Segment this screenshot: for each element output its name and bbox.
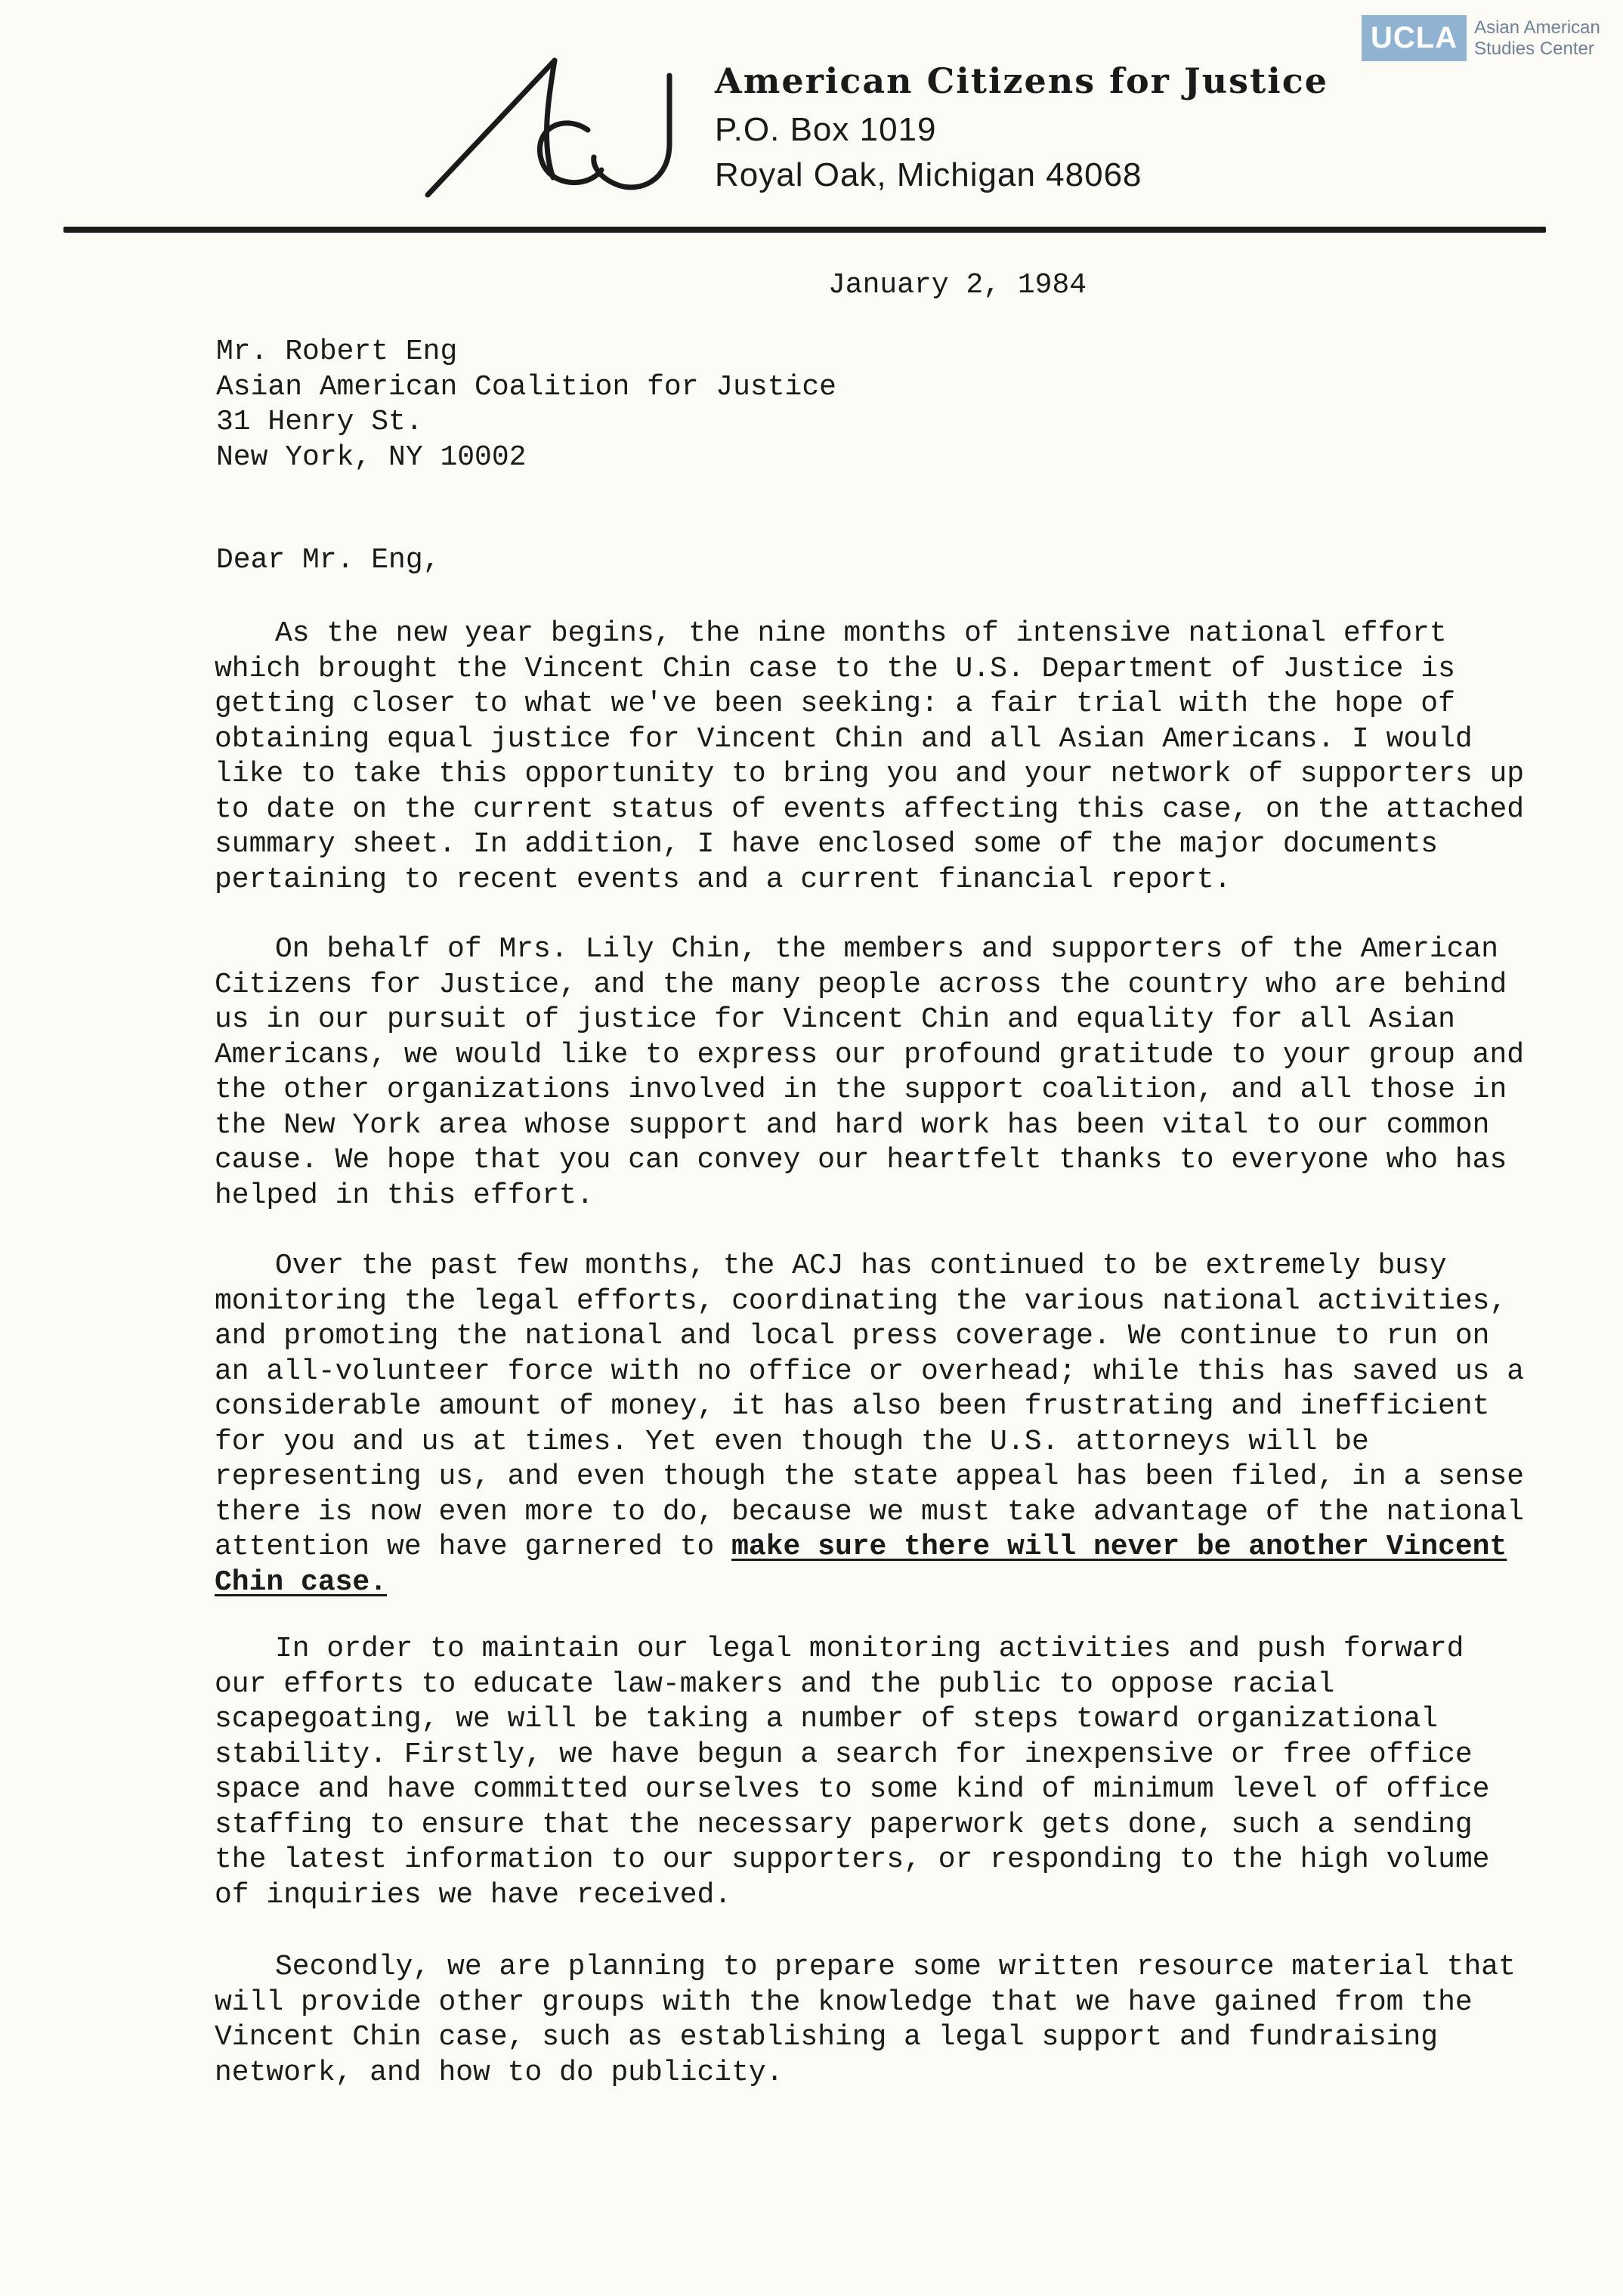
- paragraph-line: there is now even more to do, because we must take advantage of the national: [215, 1495, 1525, 1528]
- letterhead-divider: [63, 227, 1546, 233]
- acj-logo: [420, 45, 677, 204]
- letterhead: [715, 60, 1328, 198]
- paragraph-line: representing us, and even though the state appeal has been filed, in a sense: [215, 1460, 1525, 1493]
- archive-caption-line1: Asian American: [1474, 17, 1600, 38]
- paragraph-line: Over the past few months, the ACJ has continued to be extremely busy: [275, 1250, 1447, 1282]
- letter-date: January 2, 1984: [828, 269, 1087, 301]
- paragraph-line: like to take this opportunity to bring you and your network of supporters up: [215, 758, 1525, 790]
- paragraph-line: getting closer to what we've been seeking: a fair trial with the hope of: [215, 688, 1455, 720]
- paragraph-line: Vincent Chin case, such as establishing a legal support and fundraising: [215, 2021, 1439, 2053]
- paragraph-line: us in our pursuit of justice for Vincent Chin and equality for all Asian: [215, 1003, 1455, 1036]
- paragraph-line: cause. We hope that you can convey our heartfelt thanks to everyone who has: [215, 1144, 1507, 1176]
- paragraph-5: [215, 1950, 1516, 2091]
- paragraph-line: network, and how to do publicity.: [215, 2056, 784, 2089]
- paragraph-line: On behalf of Mrs. Lily Chin, the members and supporters of the American: [275, 933, 1499, 966]
- paragraph-line: considerable amount of money, it has also been frustrating and inefficient: [215, 1390, 1490, 1423]
- address-line-1: P.O. Box 1019: [715, 111, 937, 148]
- paragraph-line: will provide other groups with the knowledge that we have gained from the: [215, 1985, 1473, 2019]
- paragraph-line: of inquiries we have received.: [215, 1878, 732, 1911]
- emphasized-text: make sure there will never be another Vincent: [731, 1531, 1507, 1563]
- paragraph-line: helped in this effort.: [215, 1179, 594, 1212]
- recipient-line: Mr. Robert Eng: [216, 335, 458, 368]
- paragraph-line: to date on the current status of events affecting this case, on the attached: [215, 793, 1525, 826]
- paragraph-line: the latest information to our supporters, or responding to the high volume: [215, 1843, 1490, 1876]
- paragraph-4: [215, 1632, 1489, 1913]
- paragraph-line: which brought the Vincent Chin case to the U.S. Department of Justice is: [215, 652, 1455, 685]
- paragraph-text: attention we have garnered to: [215, 1531, 732, 1563]
- address-line-2: Royal Oak, Michigan 48068: [715, 156, 1142, 193]
- acj-logo-j-stroke: [594, 76, 669, 187]
- paragraph-line: summary sheet. In addition, I have enclosed some of the major documents: [215, 828, 1439, 861]
- paragraph-line: [215, 1565, 1524, 1601]
- paragraph-line: staffing to ensure that the necessary paperwork gets done, such a sending: [215, 1808, 1473, 1841]
- paragraph-line: scapegoating, we will be taking a number of steps toward organizational: [215, 1703, 1439, 1735]
- recipient-line: Asian American Coalition for Justice: [216, 370, 836, 403]
- paragraph-line: the New York area whose support and hard work has been vital to our common: [215, 1108, 1490, 1142]
- paragraph-line: for you and us at times. Yet even though the U.S. attorneys will be: [215, 1425, 1369, 1458]
- acj-logo-a-stem: [546, 60, 555, 178]
- archive-caption-line2: Studies Center: [1474, 38, 1594, 59]
- paragraph-1: [215, 616, 1524, 898]
- paragraph-line: In order to maintain our legal monitoring activities and push forward: [275, 1633, 1464, 1665]
- paragraph-line: pertaining to recent events and a current financial report.: [215, 863, 1232, 896]
- paragraph-line: space and have committed ourselves to some kind of minimum level of office: [215, 1773, 1490, 1806]
- ucla-logo: UCLA: [1362, 15, 1467, 61]
- emphasized-text: Chin case.: [215, 1565, 388, 1599]
- paragraph-line: As the new year begins, the nine months of intensive national effort: [275, 617, 1447, 650]
- recipient-line: New York, NY 10002: [216, 440, 527, 474]
- paragraph-line: an all-volunteer force with no office or overhead; while this has saved us a: [215, 1355, 1525, 1388]
- paragraph-3: [215, 1249, 1524, 1600]
- paragraph-2: [215, 932, 1524, 1213]
- paragraph-line: monitoring the legal efforts, coordinating the various national activities,: [215, 1284, 1507, 1318]
- archive-badge: [1362, 15, 1600, 61]
- paragraph-line: [215, 1530, 1524, 1565]
- acj-logo-a-stroke: [428, 60, 555, 195]
- recipient-address: [216, 335, 836, 475]
- archive-caption: [1474, 17, 1600, 60]
- paragraph-line: stability. Firstly, we have begun a search for inexpensive or free office: [215, 1738, 1473, 1771]
- paragraph-line: our efforts to educate law-makers and the public to oppose racial: [215, 1667, 1335, 1701]
- recipient-line: 31 Henry St.: [216, 406, 423, 438]
- salutation: Dear Mr. Eng,: [216, 544, 441, 576]
- paragraph-line: and promoting the national and local press coverage. We continue to run on: [215, 1320, 1490, 1352]
- paragraph-line: obtaining equal justice for Vincent Chin and all Asian Americans. I would: [215, 722, 1473, 756]
- paragraph-line: Citizens for Justice, and the many people across the country who are behind: [215, 968, 1507, 1001]
- paragraph-line: the other organizations involved in the support coalition, and all those in: [215, 1074, 1507, 1106]
- paragraph-line: Americans, we would like to express our profound gratitude to your group and: [215, 1038, 1525, 1071]
- paragraph-line: Secondly, we are planning to prepare some written resource material that: [275, 1951, 1516, 1983]
- org-name: American Citizens for Justice: [715, 60, 1328, 101]
